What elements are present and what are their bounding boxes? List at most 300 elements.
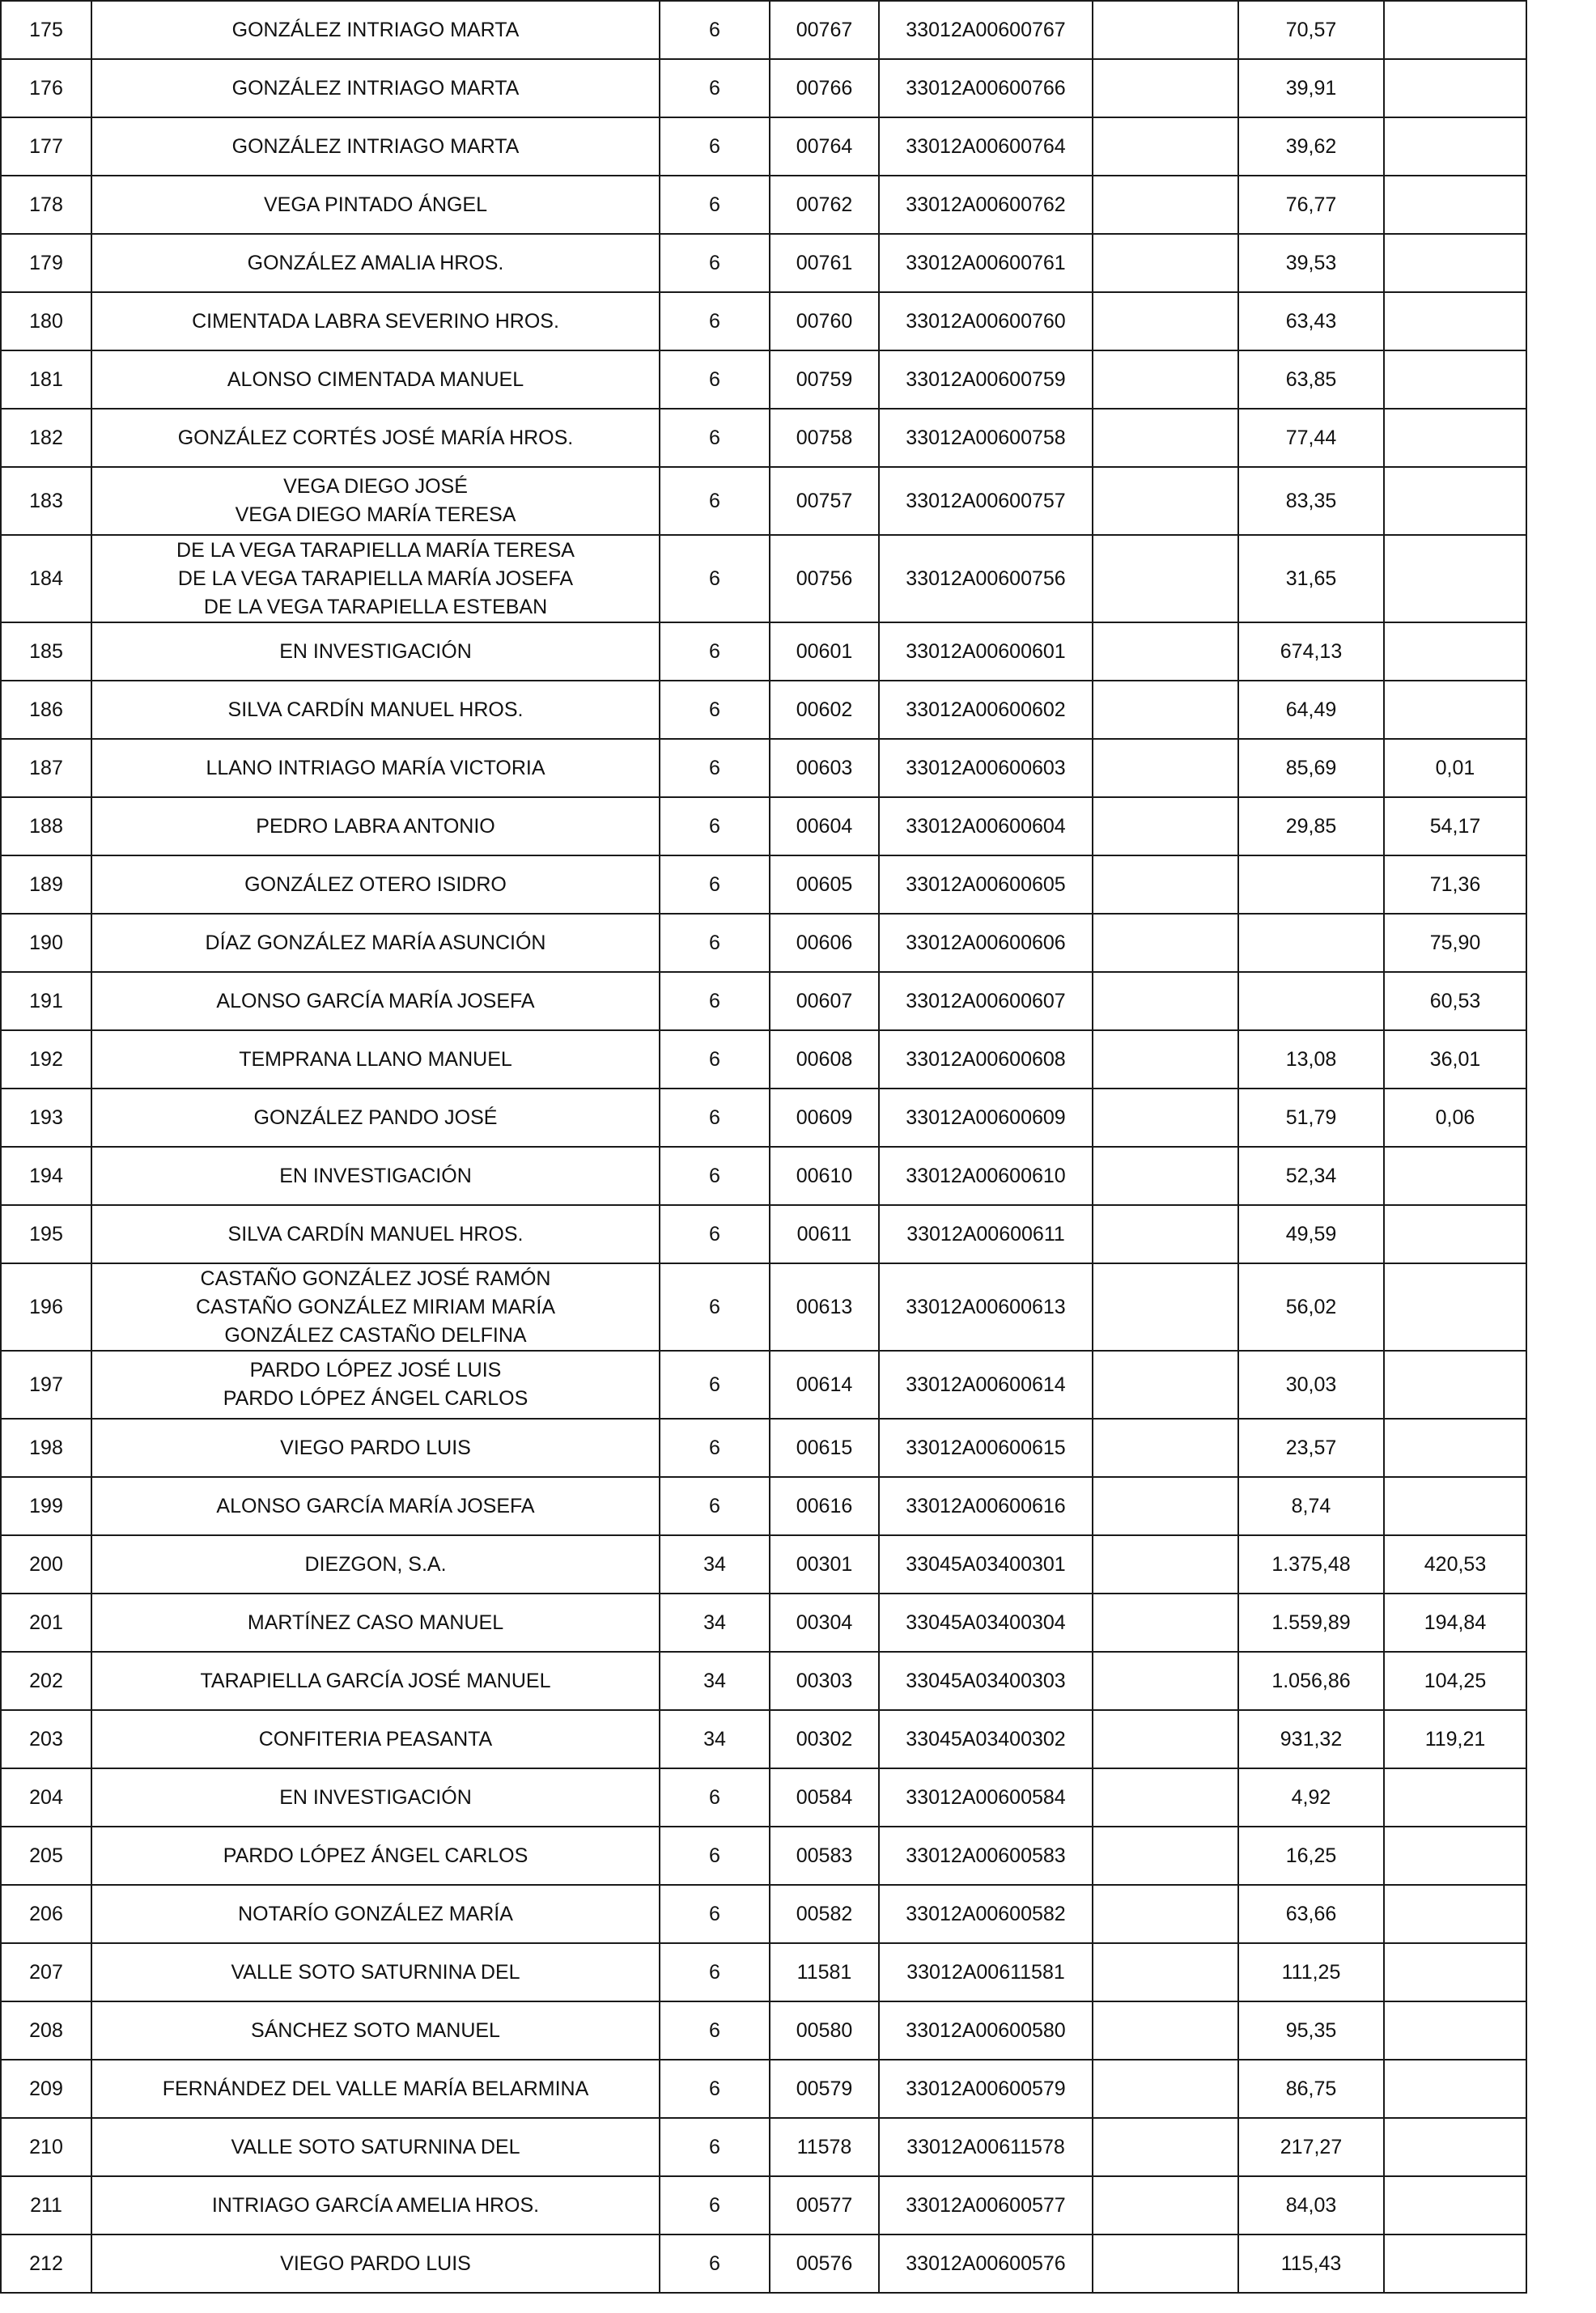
row-number-cell: 176	[1, 59, 91, 117]
empty-column-cell	[1093, 1768, 1238, 1827]
row-number-cell: 181	[1, 350, 91, 409]
secondary-area-cell	[1384, 1205, 1526, 1263]
secondary-area-cell	[1384, 1885, 1526, 1943]
parcela-cell: 00576	[770, 2234, 879, 2293]
poligono-cell: 6	[660, 1147, 770, 1205]
secondary-area-cell: 119,21	[1384, 1710, 1526, 1768]
row-number-cell: 211	[1, 2176, 91, 2234]
empty-column-cell	[1093, 681, 1238, 739]
cadastral-ref-cell: 33012A00600613	[879, 1263, 1093, 1351]
row-number-cell: 197	[1, 1351, 91, 1419]
table-row	[1, 467, 1526, 535]
area-value-cell: 39,53	[1238, 234, 1384, 292]
parcela-cell: 00760	[770, 292, 879, 350]
parcela-cell: 00303	[770, 1652, 879, 1710]
poligono-cell: 34	[660, 1594, 770, 1652]
area-value-cell: 4,92	[1238, 1768, 1384, 1827]
table-row	[1, 1827, 1526, 1885]
cadastral-ref-cell: 33012A00600608	[879, 1030, 1093, 1089]
table-row	[1, 1768, 1526, 1827]
row-number-cell: 200	[1, 1535, 91, 1594]
area-value-cell: 115,43	[1238, 2234, 1384, 2293]
parcela-cell: 00577	[770, 2176, 879, 2234]
parcela-cell: 00608	[770, 1030, 879, 1089]
cadastral-ref-cell: 33012A00611578	[879, 2118, 1093, 2176]
owner-name: SÁNCHEZ SOTO MANUEL	[251, 2018, 500, 2042]
area-value-cell: 77,44	[1238, 409, 1384, 467]
secondary-area-cell	[1384, 2176, 1526, 2234]
row-number-cell: 191	[1, 972, 91, 1030]
empty-column-cell	[1093, 1477, 1238, 1535]
secondary-area-cell	[1384, 2001, 1526, 2060]
parcela-cell: 00584	[770, 1768, 879, 1827]
row-number-cell: 190	[1, 914, 91, 972]
cadastral-ref-cell: 33045A03400304	[879, 1594, 1093, 1652]
owner-cell	[91, 797, 660, 855]
empty-column-cell	[1093, 1205, 1238, 1263]
parcel-table-body	[1, 1, 1526, 2293]
parcela-cell: 00603	[770, 739, 879, 797]
parcela-cell: 00610	[770, 1147, 879, 1205]
poligono-cell: 6	[660, 292, 770, 350]
secondary-area-cell: 0,01	[1384, 739, 1526, 797]
area-value-cell: 674,13	[1238, 622, 1384, 681]
secondary-area-cell: 420,53	[1384, 1535, 1526, 1594]
area-value-cell: 8,74	[1238, 1477, 1384, 1535]
owner-cell	[91, 2176, 660, 2234]
owner-name: SILVA CARDÍN MANUEL HROS.	[227, 698, 524, 721]
cadastral-ref-cell: 33012A00600580	[879, 2001, 1093, 2060]
area-value-cell: 63,43	[1238, 292, 1384, 350]
table-row	[1, 2234, 1526, 2293]
area-value-cell: 95,35	[1238, 2001, 1384, 2060]
table-row	[1, 622, 1526, 681]
empty-column-cell	[1093, 59, 1238, 117]
row-number-cell: 204	[1, 1768, 91, 1827]
secondary-area-cell	[1384, 59, 1526, 117]
owner-name: GONZÁLEZ CASTAÑO DELFINA	[224, 1323, 527, 1347]
table-row	[1, 535, 1526, 622]
table-row	[1, 1030, 1526, 1089]
table-row	[1, 1943, 1526, 2001]
parcela-cell: 00757	[770, 467, 879, 535]
row-number-cell: 180	[1, 292, 91, 350]
empty-column-cell	[1093, 1943, 1238, 2001]
owner-name: INTRIAGO GARCÍA AMELIA HROS.	[211, 2193, 540, 2217]
owner-cell	[91, 739, 660, 797]
owner-name: TARAPIELLA GARCÍA JOSÉ MANUEL	[200, 1669, 551, 1692]
poligono-cell: 6	[660, 234, 770, 292]
empty-column-cell	[1093, 350, 1238, 409]
area-value-cell	[1238, 914, 1384, 972]
owner-name: GONZÁLEZ INTRIAGO MARTA	[231, 18, 520, 41]
owner-name: ALONSO CIMENTADA MANUEL	[227, 367, 524, 391]
row-number-cell: 198	[1, 1419, 91, 1477]
owner-cell	[91, 292, 660, 350]
poligono-cell: 6	[660, 1419, 770, 1477]
secondary-area-cell	[1384, 409, 1526, 467]
row-number-cell: 205	[1, 1827, 91, 1885]
owner-cell	[91, 1263, 660, 1351]
poligono-cell: 6	[660, 1768, 770, 1827]
cadastral-ref-cell: 33012A00600616	[879, 1477, 1093, 1535]
owner-cell	[91, 409, 660, 467]
row-number-cell: 187	[1, 739, 91, 797]
parcela-cell: 00601	[770, 622, 879, 681]
row-number-cell: 175	[1, 1, 91, 59]
secondary-area-cell	[1384, 350, 1526, 409]
cadastral-ref-cell: 33012A00600610	[879, 1147, 1093, 1205]
poligono-cell: 6	[660, 1885, 770, 1943]
row-number-cell: 183	[1, 467, 91, 535]
row-number-cell: 199	[1, 1477, 91, 1535]
area-value-cell: 86,75	[1238, 2060, 1384, 2118]
owner-cell	[91, 535, 660, 622]
cadastral-ref-cell: 33012A00600577	[879, 2176, 1093, 2234]
empty-column-cell	[1093, 292, 1238, 350]
empty-column-cell	[1093, 1, 1238, 59]
area-value-cell: 16,25	[1238, 1827, 1384, 1885]
poligono-cell: 6	[660, 117, 770, 176]
empty-column-cell	[1093, 914, 1238, 972]
area-value-cell: 51,79	[1238, 1089, 1384, 1147]
owner-cell	[91, 1147, 660, 1205]
owner-name: GONZÁLEZ OTERO ISIDRO	[244, 872, 507, 896]
secondary-area-cell	[1384, 1147, 1526, 1205]
cadastral-ref-cell: 33012A00600764	[879, 117, 1093, 176]
row-number-cell: 182	[1, 409, 91, 467]
owner-cell	[91, 1535, 660, 1594]
table-row	[1, 292, 1526, 350]
area-value-cell: 30,03	[1238, 1351, 1384, 1419]
table-row	[1, 972, 1526, 1030]
poligono-cell: 6	[660, 409, 770, 467]
row-number-cell: 196	[1, 1263, 91, 1351]
table-row	[1, 1652, 1526, 1710]
parcela-cell: 00609	[770, 1089, 879, 1147]
parcela-cell: 00767	[770, 1, 879, 59]
poligono-cell: 6	[660, 467, 770, 535]
cadastral-ref-cell: 33012A00600761	[879, 234, 1093, 292]
secondary-area-cell: 71,36	[1384, 855, 1526, 914]
empty-column-cell	[1093, 1147, 1238, 1205]
area-value-cell: 76,77	[1238, 176, 1384, 234]
cadastral-ref-cell: 33012A00600767	[879, 1, 1093, 59]
table-row	[1, 1535, 1526, 1594]
owner-cell	[91, 972, 660, 1030]
row-number-cell: 212	[1, 2234, 91, 2293]
poligono-cell: 6	[660, 914, 770, 972]
secondary-area-cell	[1384, 2118, 1526, 2176]
secondary-area-cell	[1384, 117, 1526, 176]
parcela-cell: 00604	[770, 797, 879, 855]
empty-column-cell	[1093, 467, 1238, 535]
owner-name: NOTARÍO GONZÁLEZ MARÍA	[238, 1902, 513, 1925]
cadastral-ref-cell: 33012A00600762	[879, 176, 1093, 234]
row-number-cell: 201	[1, 1594, 91, 1652]
secondary-area-cell	[1384, 2060, 1526, 2118]
cadastral-ref-cell: 33045A03400301	[879, 1535, 1093, 1594]
parcela-cell: 00579	[770, 2060, 879, 2118]
poligono-cell: 34	[660, 1535, 770, 1594]
empty-column-cell	[1093, 1351, 1238, 1419]
empty-column-cell	[1093, 1263, 1238, 1351]
owner-cell	[91, 1827, 660, 1885]
poligono-cell: 6	[660, 2060, 770, 2118]
row-number-cell: 206	[1, 1885, 91, 1943]
table-row	[1, 1, 1526, 59]
empty-column-cell	[1093, 1535, 1238, 1594]
secondary-area-cell	[1384, 1477, 1526, 1535]
owner-name: VALLE SOTO SATURNINA DEL	[231, 1960, 520, 1984]
owner-name: EN INVESTIGACIÓN	[279, 1164, 472, 1187]
cadastral-ref-cell: 33012A00600607	[879, 972, 1093, 1030]
parcela-cell: 00583	[770, 1827, 879, 1885]
parcela-cell: 11581	[770, 1943, 879, 2001]
owner-name: PARDO LÓPEZ ÁNGEL CARLOS	[223, 1387, 528, 1410]
poligono-cell: 6	[660, 1943, 770, 2001]
owner-cell	[91, 1419, 660, 1477]
cadastral-ref-cell: 33012A00600759	[879, 350, 1093, 409]
secondary-area-cell: 104,25	[1384, 1652, 1526, 1710]
poligono-cell: 6	[660, 2001, 770, 2060]
table-row	[1, 59, 1526, 117]
row-number-cell: 179	[1, 234, 91, 292]
owner-name: FERNÁNDEZ DEL VALLE MARÍA BELARMINA	[162, 2077, 589, 2100]
parcela-cell: 00607	[770, 972, 879, 1030]
row-number-cell: 189	[1, 855, 91, 914]
table-row	[1, 1594, 1526, 1652]
cadastral-ref-cell: 33012A00611581	[879, 1943, 1093, 2001]
parcela-cell: 00613	[770, 1263, 879, 1351]
poligono-cell: 6	[660, 972, 770, 1030]
empty-column-cell	[1093, 1652, 1238, 1710]
parcela-cell: 00762	[770, 176, 879, 234]
secondary-area-cell	[1384, 1351, 1526, 1419]
owner-name: DIEZGON, S.A.	[304, 1552, 447, 1576]
area-value-cell: 63,85	[1238, 350, 1384, 409]
table-row	[1, 1477, 1526, 1535]
table-row	[1, 234, 1526, 292]
secondary-area-cell: 0,06	[1384, 1089, 1526, 1147]
parcela-cell: 00759	[770, 350, 879, 409]
cadastral-ref-cell: 33012A00600614	[879, 1351, 1093, 1419]
owner-cell	[91, 2060, 660, 2118]
table-row	[1, 797, 1526, 855]
area-value-cell: 1.559,89	[1238, 1594, 1384, 1652]
parcela-cell: 00605	[770, 855, 879, 914]
parcela-cell: 00764	[770, 117, 879, 176]
owner-cell	[91, 1205, 660, 1263]
owner-cell	[91, 1351, 660, 1419]
secondary-area-cell	[1384, 1419, 1526, 1477]
owner-cell	[91, 1089, 660, 1147]
table-row	[1, 1710, 1526, 1768]
empty-column-cell	[1093, 2234, 1238, 2293]
owner-name: EN INVESTIGACIÓN	[279, 1785, 472, 1809]
owner-name: GONZÁLEZ CORTÉS JOSÉ MARÍA HROS.	[177, 426, 574, 449]
owner-name: CONFITERIA PEASANTA	[258, 1727, 493, 1751]
owner-name: VEGA PINTADO ÁNGEL	[263, 193, 487, 216]
owner-name: TEMPRANA LLANO MANUEL	[239, 1047, 512, 1071]
parcela-cell: 00758	[770, 409, 879, 467]
poligono-cell: 6	[660, 622, 770, 681]
secondary-area-cell: 75,90	[1384, 914, 1526, 972]
owner-cell	[91, 1594, 660, 1652]
table-row	[1, 1147, 1526, 1205]
area-value-cell: 52,34	[1238, 1147, 1384, 1205]
owner-name: DÍAZ GONZÁLEZ MARÍA ASUNCIÓN	[205, 931, 546, 954]
parcela-cell: 00615	[770, 1419, 879, 1477]
secondary-area-cell	[1384, 622, 1526, 681]
table-row	[1, 1419, 1526, 1477]
owner-cell	[91, 1710, 660, 1768]
parcela-cell: 00761	[770, 234, 879, 292]
owner-name: VIEGO PARDO LUIS	[280, 2251, 471, 2275]
secondary-area-cell	[1384, 292, 1526, 350]
parcela-cell: 11578	[770, 2118, 879, 2176]
cadastral-ref-cell: 33012A00600583	[879, 1827, 1093, 1885]
poligono-cell: 6	[660, 1477, 770, 1535]
owner-cell	[91, 1030, 660, 1089]
parcela-cell: 00304	[770, 1594, 879, 1652]
poligono-cell: 6	[660, 350, 770, 409]
poligono-cell: 6	[660, 59, 770, 117]
owner-cell	[91, 1477, 660, 1535]
row-number-cell: 194	[1, 1147, 91, 1205]
secondary-area-cell	[1384, 176, 1526, 234]
table-row	[1, 1089, 1526, 1147]
area-value-cell	[1238, 972, 1384, 1030]
owner-cell	[91, 1, 660, 59]
owner-cell	[91, 2234, 660, 2293]
owner-cell	[91, 1885, 660, 1943]
poligono-cell: 6	[660, 1089, 770, 1147]
owner-name: GONZÁLEZ AMALIA HROS.	[247, 251, 504, 274]
owner-cell	[91, 467, 660, 535]
area-value-cell: 83,35	[1238, 467, 1384, 535]
area-value-cell: 84,03	[1238, 2176, 1384, 2234]
owner-name: GONZÁLEZ PANDO JOSÉ	[253, 1106, 498, 1129]
empty-column-cell	[1093, 2001, 1238, 2060]
row-number-cell: 177	[1, 117, 91, 176]
owner-name: GONZÁLEZ INTRIAGO MARTA	[231, 134, 520, 158]
poligono-cell: 6	[660, 1030, 770, 1089]
area-value-cell: 39,62	[1238, 117, 1384, 176]
owner-cell	[91, 622, 660, 681]
poligono-cell: 6	[660, 1263, 770, 1351]
cadastral-ref-cell: 33012A00600760	[879, 292, 1093, 350]
owner-name: CIMENTADA LABRA SEVERINO HROS.	[192, 309, 559, 333]
poligono-cell: 6	[660, 1205, 770, 1263]
empty-column-cell	[1093, 1030, 1238, 1089]
empty-column-cell	[1093, 176, 1238, 234]
table-row	[1, 681, 1526, 739]
cadastral-ref-cell: 33012A00600603	[879, 739, 1093, 797]
owner-name: DE LA VEGA TARAPIELLA ESTEBAN	[203, 595, 548, 618]
owner-cell	[91, 855, 660, 914]
empty-column-cell	[1093, 622, 1238, 681]
owner-cell	[91, 2118, 660, 2176]
row-number-cell: 195	[1, 1205, 91, 1263]
area-value-cell: 23,57	[1238, 1419, 1384, 1477]
empty-column-cell	[1093, 2118, 1238, 2176]
cadastral-ref-cell: 33012A00600758	[879, 409, 1093, 467]
cadastral-ref-cell: 33045A03400302	[879, 1710, 1093, 1768]
row-number-cell: 186	[1, 681, 91, 739]
table-row	[1, 1205, 1526, 1263]
owner-cell	[91, 914, 660, 972]
empty-column-cell	[1093, 797, 1238, 855]
row-number-cell: 188	[1, 797, 91, 855]
cadastral-ref-cell: 33012A00600576	[879, 2234, 1093, 2293]
poligono-cell: 6	[660, 1827, 770, 1885]
owner-cell	[91, 1768, 660, 1827]
area-value-cell: 70,57	[1238, 1, 1384, 59]
empty-column-cell	[1093, 117, 1238, 176]
table-row	[1, 1885, 1526, 1943]
owner-cell	[91, 234, 660, 292]
owner-cell	[91, 681, 660, 739]
table-row	[1, 2118, 1526, 2176]
cadastral-ref-cell: 33012A00600584	[879, 1768, 1093, 1827]
parcela-cell: 00606	[770, 914, 879, 972]
area-value-cell: 13,08	[1238, 1030, 1384, 1089]
owner-cell	[91, 350, 660, 409]
secondary-area-cell	[1384, 535, 1526, 622]
parcela-cell: 00616	[770, 1477, 879, 1535]
owner-name: DE LA VEGA TARAPIELLA MARÍA TERESA	[176, 538, 575, 562]
secondary-area-cell	[1384, 1, 1526, 59]
owner-cell	[91, 117, 660, 176]
owner-name: GONZÁLEZ INTRIAGO MARTA	[231, 76, 520, 100]
secondary-area-cell	[1384, 1768, 1526, 1827]
row-number-cell: 192	[1, 1030, 91, 1089]
parcela-cell: 00582	[770, 1885, 879, 1943]
cadastral-ref-cell: 33012A00600579	[879, 2060, 1093, 2118]
empty-column-cell	[1093, 855, 1238, 914]
secondary-area-cell: 60,53	[1384, 972, 1526, 1030]
owner-name: MARTÍNEZ CASO MANUEL	[247, 1611, 504, 1634]
parcela-cell: 00301	[770, 1535, 879, 1594]
empty-column-cell	[1093, 1594, 1238, 1652]
secondary-area-cell	[1384, 681, 1526, 739]
owner-name: LLANO INTRIAGO MARÍA VICTORIA	[206, 756, 545, 779]
area-value-cell: 64,49	[1238, 681, 1384, 739]
poligono-cell: 6	[660, 2176, 770, 2234]
table-row	[1, 739, 1526, 797]
cadastral-ref-cell: 33012A00600615	[879, 1419, 1093, 1477]
secondary-area-cell	[1384, 1263, 1526, 1351]
area-value-cell: 56,02	[1238, 1263, 1384, 1351]
owner-name: CASTAÑO GONZÁLEZ JOSÉ RAMÓN	[200, 1267, 551, 1290]
area-value-cell: 931,32	[1238, 1710, 1384, 1768]
row-number-cell: 208	[1, 2001, 91, 2060]
parcela-cell: 00611	[770, 1205, 879, 1263]
area-value-cell: 111,25	[1238, 1943, 1384, 2001]
table-row	[1, 350, 1526, 409]
area-value-cell: 63,66	[1238, 1885, 1384, 1943]
empty-column-cell	[1093, 535, 1238, 622]
table-row	[1, 2060, 1526, 2118]
secondary-area-cell: 194,84	[1384, 1594, 1526, 1652]
poligono-cell: 6	[660, 1, 770, 59]
parcela-cell: 00766	[770, 59, 879, 117]
empty-column-cell	[1093, 2060, 1238, 2118]
table-row	[1, 409, 1526, 467]
secondary-area-cell: 54,17	[1384, 797, 1526, 855]
area-value-cell: 29,85	[1238, 797, 1384, 855]
